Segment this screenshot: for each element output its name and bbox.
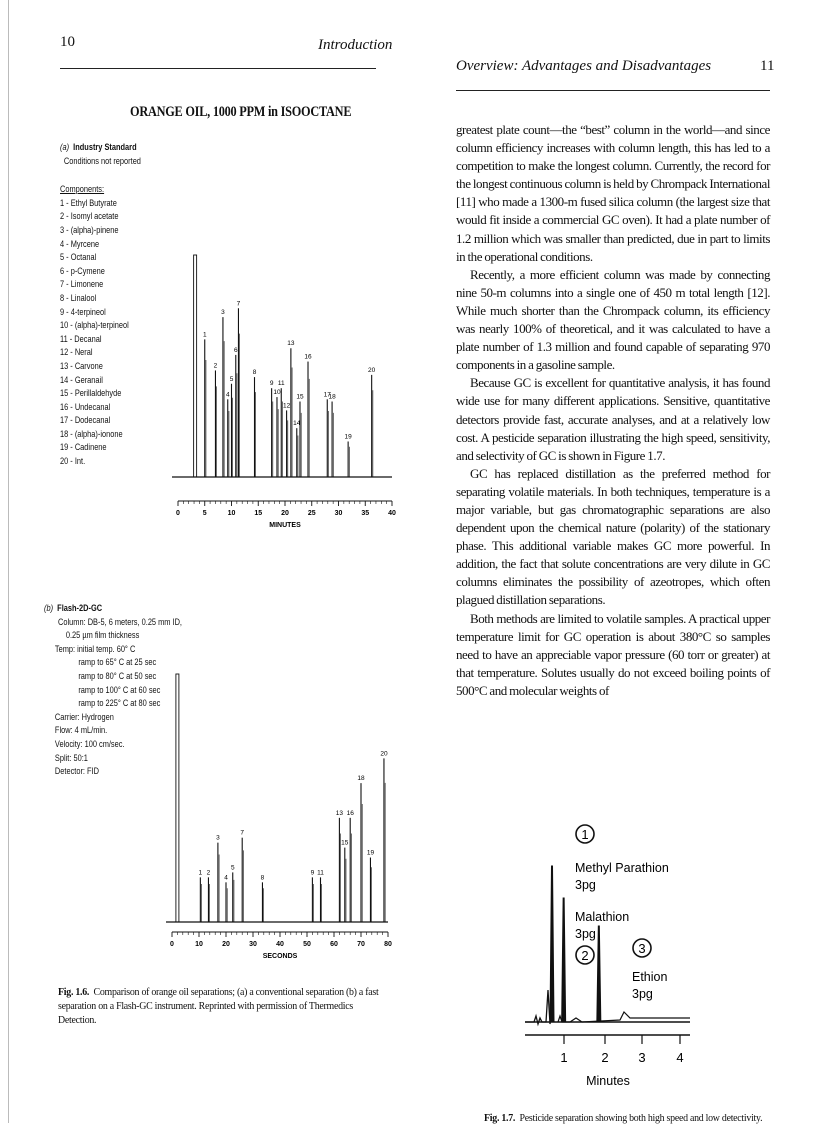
figure-title: ORANGE OIL, 1000 PPM in ISOOCTANE (130, 104, 352, 120)
axis-label: Minutes (586, 1074, 630, 1088)
x-tick-label: 40 (388, 510, 396, 517)
x-tick-label: 80 (384, 941, 392, 948)
pesticide-peak (597, 926, 601, 1022)
x-tick-label: 70 (357, 941, 365, 948)
page-spine (8, 0, 9, 1123)
component-item: 12 - Neral (60, 347, 93, 359)
x-axis-label: SECONDS (262, 953, 298, 960)
peak-label: 3 (216, 834, 220, 842)
left-page-number: 10 (60, 34, 75, 50)
panel-b-temp: Temp: initial temp. 60° C (54, 643, 136, 655)
x-tick-label: 0 (170, 941, 174, 948)
panel-a-title: Industry Standard (73, 142, 137, 153)
peak-amount: 3pg (632, 987, 653, 1001)
peak-label: 13 (287, 340, 295, 348)
x-tick-label: 30 (334, 510, 343, 517)
panel-a-heading (60, 141, 141, 155)
peak-label: 16 (346, 809, 354, 817)
peak-label: 15 (341, 839, 349, 847)
x-axis-label: MINUTES (269, 522, 301, 529)
peak-amount: 3pg (575, 878, 596, 892)
right-header-rule (456, 90, 770, 91)
component-item: 13 - Carvone (60, 360, 103, 372)
peak-label: 19 (344, 433, 352, 441)
caption-label: Fig. 1.6. (58, 986, 90, 998)
component-item: 9 - 4-terpineol (60, 306, 106, 318)
solvent-peak (176, 674, 179, 922)
pesticide-peak (562, 898, 566, 1022)
paragraph: Both methods are limited to volatile samples. A practical upper temperature limit for GC operation is about 380°C so samples need to have an appreciable vapor pressure (60 torr or greater) at that temperature. Solutes usually do not exceed boiling points of 500°C and molecular weights of (456, 610, 770, 698)
component-item: 16 - Undecanal (60, 401, 111, 413)
x-tick-label: 2 (601, 1050, 609, 1065)
x-tick-label: 10 (227, 510, 236, 517)
x-tick-label: 1 (560, 1050, 568, 1065)
component-item: 6 - p-Cymene (60, 265, 105, 277)
right-running-head: Overview: Advantages and Disadvantages (456, 58, 712, 74)
component-item: 1 - Ethyl Butyrate (60, 197, 117, 209)
x-tick-label: 20 (222, 941, 230, 948)
component-item: 7 - Limonene (60, 279, 104, 291)
peak-label: 2 (213, 362, 218, 370)
panel-b-ramp: ramp to 80° C at 50 sec (78, 670, 157, 682)
peak-label: 16 (304, 353, 312, 361)
x-tick-label: 20 (281, 510, 289, 517)
peak-label: 5 (230, 864, 235, 872)
components-heading: Components: (60, 184, 105, 196)
peak-label: 7 (236, 300, 241, 308)
peak-label: 20 (368, 366, 376, 374)
component-item: 17 - Dodecanal (60, 415, 111, 427)
peak-label: 1 (198, 869, 203, 877)
peak-name: Malathion (575, 910, 630, 924)
peak-number: 1 (581, 827, 589, 842)
peak-label: 19 (366, 849, 375, 857)
component-item: 10 - (alpha)-terpineol (60, 320, 129, 332)
component-item: 5 - Octanal (60, 252, 97, 264)
x-tick-label: 0 (176, 510, 180, 517)
peak-number: 3 (638, 941, 646, 956)
peak-label: 17 (323, 391, 331, 399)
right-page-number: 11 (760, 58, 775, 74)
x-tick-label: 25 (307, 510, 316, 517)
peak-label: 9 (269, 380, 274, 388)
x-ticks (560, 1035, 683, 1065)
panel-b-ramp: ramp to 100° C at 60 sec (78, 684, 161, 696)
component-item: 11 - Decanal (60, 333, 102, 345)
panel-b-ramp: ramp to 225° C at 80 sec (78, 698, 161, 710)
x-tick-label: 5 (202, 510, 207, 517)
peak-label: 15 (296, 393, 304, 401)
x-tick-label: 15 (254, 510, 263, 517)
panel-b-split: Split: 50:1 (54, 752, 88, 764)
chromatogram-b (160, 660, 405, 972)
peak-traces (525, 866, 690, 1024)
panel-b-carrier: Carrier: Hydrogen (54, 711, 114, 723)
peak-label: 20 (380, 750, 388, 758)
x-tick-label: 40 (276, 941, 284, 948)
chromatogram-a (168, 225, 408, 540)
peak-number: 2 (581, 948, 589, 963)
peak-label: 5 (229, 375, 234, 383)
x-tick-label: 10 (195, 941, 203, 948)
component-item: 8 - Linalool (60, 292, 97, 304)
peak-label: 8 (260, 874, 265, 882)
x-tick-label: 3 (638, 1050, 646, 1065)
peak-label: 11 (277, 380, 285, 388)
left-header-rule (60, 68, 376, 69)
panel-b-flow: Flow: 4 mL/min. (54, 725, 108, 737)
pesticide-peak (550, 866, 554, 1022)
peak-label: 14 (293, 420, 301, 428)
peak-label: 9 (310, 869, 315, 877)
paragraph: GC has replaced distillation as the preferred method for separating volatile materials. In both techniques, temperature is a major variable, but gas chromatographic separations are also dependent upon the chemical nature (polarity) of the stationary phase. This additional variable makes GC more powerful. In addition, the fact that solute concentrations are very dilute in GC columns eliminates the possibility of azeotropes, which often plagued distillation separations. (456, 465, 770, 608)
body-text (456, 121, 770, 700)
peak-label: 18 (328, 393, 336, 401)
paragraph: Recently, a more efficient column was made by connecting nine 50-m columns into a single one of 450 m total length [12]. While much shorter than the Chrompack column, its efficiency was nearly 100% of theoretical, and it was calculated to have a plate number of 1.3 million and found capable of separating 970 components in a gasoline sample. (456, 266, 770, 373)
peak-label: 6 (233, 346, 238, 354)
panel-a-legend (60, 141, 141, 469)
peak-label: 4 (224, 874, 228, 882)
peak-label: 4 (225, 391, 230, 399)
panel-a-conditions: Conditions not reported (63, 155, 141, 167)
panel-b-detector: Detector: FID (54, 766, 99, 778)
component-item: 3 - (alpha)-pinene (60, 224, 119, 236)
x-tick-label: 4 (676, 1050, 684, 1065)
component-item: 4 - Myrcene (60, 238, 100, 250)
x-tick-label: 30 (249, 941, 257, 948)
peak-name: Ethion (632, 970, 668, 984)
paragraph: greatest plate count—the “best” column in the world—and since column efficiency increases with column length, this has led to a competition to make the longest column. Currently, the record for the longest continuous column is held by Chrompack International [11] who made a 1300-m fused silica column (the largest size that would fit inside a commercial GC oven). It had a plate number of 1.2 million which was smaller than predicted, due in part to limits in the operational conditions. (456, 122, 770, 264)
peak-label: 2 (206, 869, 211, 877)
paragraph: Because GC is excellent for quantitative analysis, it has found wide use for many different applications. Sensitive, quantitative detectors provide fast, accurate analyses, and at a relatively low cost. A pesticide separation illustrating the high speed, sensitivity, and selectivity of GC is shown in Figure 1.7. (456, 375, 770, 463)
caption-label: Fig. 1.7. (484, 1112, 516, 1124)
baseline-trace (558, 1012, 690, 1022)
component-item: 14 - Geranail (60, 374, 103, 386)
component-item: 19 - Cadinene (60, 442, 107, 454)
peak-label: 13 (335, 809, 344, 817)
panel-b-label: (b) (44, 603, 54, 614)
x-tick-label: 50 (303, 941, 311, 948)
peak-label: 18 (357, 775, 365, 783)
peak-label: 8 (252, 369, 257, 377)
peak-label: 3 (221, 309, 225, 317)
solvent-peak (194, 255, 197, 477)
panel-b-ramp: ramp to 65° C at 25 sec (78, 657, 157, 669)
component-list (60, 197, 141, 469)
component-item: 18 - (alpha)-ionone (60, 428, 123, 440)
peak-label: 7 (240, 829, 245, 837)
peak-label: 11 (317, 869, 324, 877)
peak-label: 10 (273, 389, 281, 397)
left-running-head: Introduction (318, 37, 393, 53)
pesticide-chromatogram (520, 800, 720, 1100)
panel-b-title: Flash-2D-GC (57, 603, 103, 614)
panel-a-label: (a) (60, 142, 70, 153)
figure-1-6-caption (58, 985, 388, 1027)
component-item: 20 - Int. (60, 456, 86, 468)
component-item: 2 - Isomyl acetate (60, 211, 119, 223)
peak-label: 12 (282, 402, 291, 410)
caption-text: Comparison of orange oil separations; (a) a conventional separation (b) a fast separation on a Flash-GC instrument. Reprinted with permission of Thermedics Detection. (58, 986, 379, 1026)
peak-amount: 3pg (575, 927, 596, 941)
x-tick-label: 35 (361, 510, 370, 517)
component-item: 15 - Perillaldehyde (60, 388, 122, 400)
panel-b-film: 0.25 µm film thickness (65, 630, 140, 642)
x-tick-label: 60 (330, 941, 338, 948)
peak-label: 1 (202, 331, 207, 339)
caption-text: Pesticide separation showing both high speed and low detectivity. (519, 1112, 763, 1124)
peak-name: Methyl Parathion (575, 861, 669, 875)
panel-b-column: Column: DB-5, 6 meters, 0.25 mm ID, (58, 616, 182, 628)
panel-b-velocity: Velocity: 100 cm/sec. (54, 738, 125, 750)
panel-b-heading (44, 602, 182, 616)
